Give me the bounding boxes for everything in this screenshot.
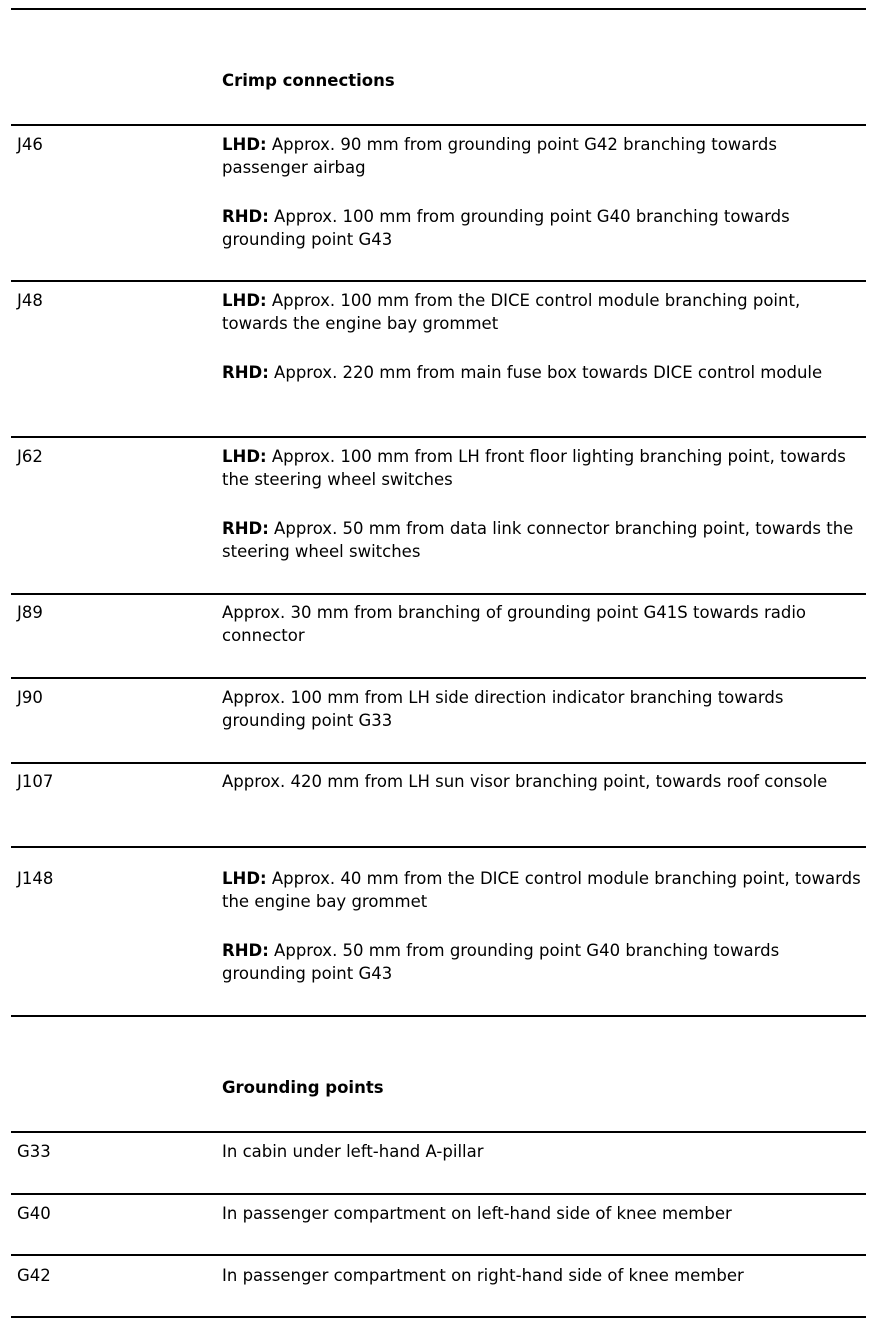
row-code: J148 bbox=[17, 869, 54, 888]
description-text: Approx. 90 mm from grounding point G42 branching towards passenger airbag bbox=[222, 135, 777, 177]
row-description bbox=[222, 686, 862, 732]
rule-j89 bbox=[11, 593, 866, 595]
row-description bbox=[222, 770, 862, 793]
description-text: In passenger compartment on left-hand side of knee member bbox=[222, 1204, 732, 1223]
rhd-label: RHD: bbox=[222, 207, 269, 226]
description-text: In passenger compartment on right-hand side of knee member bbox=[222, 1266, 744, 1285]
row-description bbox=[222, 601, 862, 647]
lhd-label: LHD: bbox=[222, 447, 267, 466]
description-text: Approx. 50 mm from grounding point G40 branching towards grounding point G43 bbox=[222, 941, 780, 983]
row-description bbox=[222, 133, 862, 251]
description-text: Approx. 40 mm from the DICE control module branching point, towards the engine bay grommet bbox=[222, 869, 861, 911]
row-description bbox=[222, 1264, 862, 1287]
row-code: J46 bbox=[17, 135, 43, 154]
description-text: Approx. 100 mm from LH front floor lighting branching point, towards the steering wheel switches bbox=[222, 447, 846, 489]
row-code: G42 bbox=[17, 1266, 51, 1285]
rule-ground-header bbox=[11, 1131, 866, 1133]
rhd-label: RHD: bbox=[222, 519, 269, 538]
description-text: Approx. 50 mm from data link connector branching point, towards the steering wheel switches bbox=[222, 519, 854, 561]
row-code: J48 bbox=[17, 291, 43, 310]
row-code: J89 bbox=[17, 603, 43, 622]
rule-j90 bbox=[11, 677, 866, 679]
description-text: Approx. 100 mm from the DICE control module branching point, towards the engine bay grommet bbox=[222, 291, 801, 333]
row-code: J107 bbox=[17, 772, 54, 791]
description-text: Approx. 100 mm from grounding point G40 branching towards grounding point G43 bbox=[222, 207, 790, 249]
lhd-label: LHD: bbox=[222, 135, 267, 154]
rule-top bbox=[11, 8, 866, 10]
row-description bbox=[222, 445, 862, 563]
rule-j62 bbox=[11, 436, 866, 438]
row-description bbox=[222, 1140, 862, 1163]
rule-bottom bbox=[11, 1316, 866, 1318]
grounding-heading: Grounding points bbox=[222, 1078, 384, 1097]
row-code: J90 bbox=[17, 688, 43, 707]
rule-crimp-header bbox=[11, 124, 866, 126]
description-text: Approx. 420 mm from LH sun visor branching point, towards roof console bbox=[222, 772, 828, 791]
crimp-heading: Crimp connections bbox=[222, 71, 395, 90]
lhd-label: LHD: bbox=[222, 291, 267, 310]
rule-j107 bbox=[11, 762, 866, 764]
description-text: Approx. 220 mm from main fuse box towards DICE control module bbox=[268, 363, 823, 382]
rhd-label: RHD: bbox=[222, 941, 269, 960]
description-text: Approx. 30 mm from branching of grounding point G41S towards radio connector bbox=[222, 603, 807, 645]
lhd-label: LHD: bbox=[222, 869, 267, 888]
row-description bbox=[222, 289, 862, 384]
row-code: J62 bbox=[17, 447, 43, 466]
row-description bbox=[222, 1202, 862, 1225]
rule-g40 bbox=[11, 1193, 866, 1195]
row-code: G33 bbox=[17, 1142, 51, 1161]
row-code: G40 bbox=[17, 1204, 51, 1223]
row-description bbox=[222, 867, 862, 985]
rule-j48 bbox=[11, 280, 866, 282]
rule-g42 bbox=[11, 1254, 866, 1256]
rule-crimp-end bbox=[11, 1015, 866, 1017]
description-text: In cabin under left-hand A-pillar bbox=[222, 1142, 484, 1161]
rhd-label: RHD: bbox=[222, 363, 269, 382]
description-text: Approx. 100 mm from LH side direction indicator branching towards grounding point G33 bbox=[222, 688, 784, 730]
rule-j148 bbox=[11, 846, 866, 848]
